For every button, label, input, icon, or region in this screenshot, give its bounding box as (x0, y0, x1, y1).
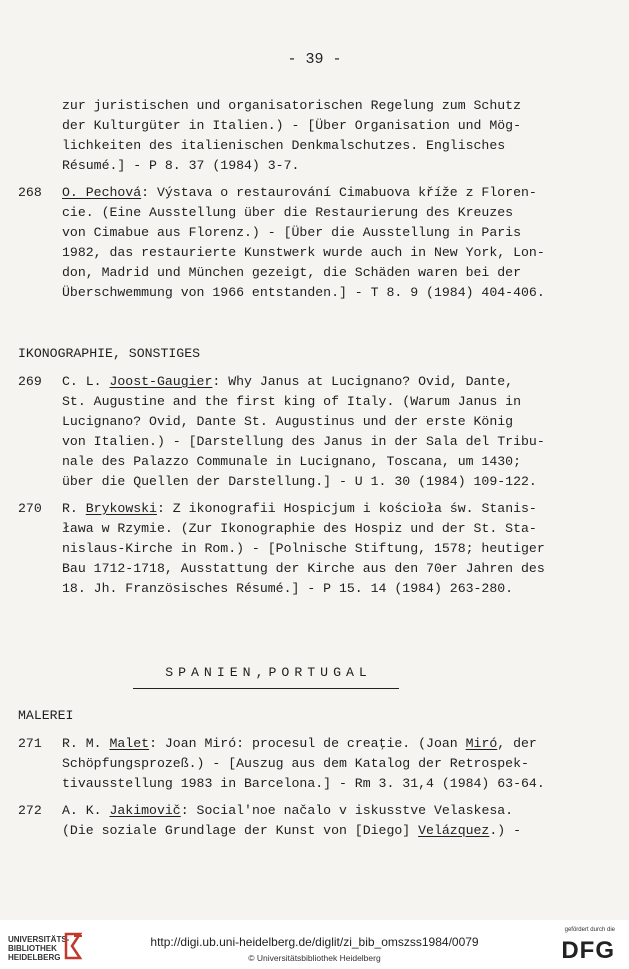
intro-line: zur juristischen und organisatorischen Regelung zum Schutz (62, 98, 521, 113)
footer-bar (0, 920, 629, 969)
entry-line: don, Madrid und München gezeigt, die Schäden waren bei der (62, 265, 521, 280)
section-heading-malerei: MALEREI (18, 708, 74, 723)
section-heading-ikonographie: IKONOGRAPHIE, SONSTIGES (18, 346, 201, 361)
author-name: Jakimovič (109, 803, 181, 818)
entry-line: nale des Palazzo Communale in Lucignano, Toscana, um 1430; (62, 454, 521, 469)
entry-number: 271 (18, 736, 42, 751)
intro-line: der Kulturgüter in Italien.) - [Über Organisation und Mög- (62, 118, 521, 133)
entry-line: O. Pechová: Výstava o restaurování Cimabuova kříže z Floren- (62, 185, 537, 200)
source-link[interactable]: http://digi.ub.uni-heidelberg.de/diglit/zi_bib_omszss1984/0079 (150, 935, 479, 949)
author-name: Joost-Gaugier (109, 374, 213, 389)
author-name: Malet (109, 736, 150, 751)
funding-note: gefördert durch die (564, 927, 615, 933)
section-underline (133, 688, 399, 689)
entry-number: 269 (18, 374, 42, 389)
entry-line: über die Quellen der Darstellung.] - U 1. 30 (1984) 109-122. (62, 474, 537, 489)
entry-number: 272 (18, 803, 42, 818)
entry-line: von Cimabue aus Florenz.) - [Über die Ausstellung in Paris (62, 225, 521, 240)
entry-line: (Die soziale Grundlage der Kunst von [Diego] Velázquez.) - (62, 823, 522, 838)
author-name: O. Pechová (62, 185, 142, 200)
entry-line: A. K. Jakimovič: Social'noe načalo v iskusstve Velaskesa. (62, 803, 514, 818)
section-heading-spanien: SPANIEN,PORTUGAL (165, 665, 372, 680)
subject-name: Miró (465, 736, 498, 751)
entry-line: C. L. Joost-Gaugier: Why Janus at Lucignano? Ovid, Dante, (62, 374, 514, 389)
entry-line: R. M. Malet: Joan Miró: procesul de creaţie. (Joan Miró, der (62, 736, 537, 751)
entry-number: 270 (18, 501, 42, 516)
entry-line: Bau 1712-1718, Ausstattung der Kirche aus den 70er Jahren des (62, 561, 545, 576)
entry-line: von Italien.) - [Darstellung des Janus in der Sala del Tribu- (62, 434, 545, 449)
entry-line: cie. (Eine Ausstellung über die Restaurierung des Kreuzes (62, 205, 514, 220)
author-name: Brykowski (85, 501, 157, 516)
page-number: - 39 - (287, 51, 342, 68)
entry-line: St. Augustine and the first king of Italy. (Warum Janus in (62, 394, 521, 409)
entry-line: ława w Rzymie. (Zur Ikonographie des Hospiz und der St. Sta- (62, 521, 537, 536)
entry-line: 1982, das restaurierte Kunstwerk wurde auch in New York, Lon- (62, 245, 545, 260)
entry-line: Schöpfungsprozeß.) - [Auszug aus dem Katalog der Retrospek- (62, 756, 529, 771)
entry-number: 268 (18, 185, 42, 200)
dfg-logo: DFG (561, 937, 615, 964)
entry-line: 18. Jh. Französisches Résumé.] - P 15. 14 (1984) 263-280. (62, 581, 514, 596)
entry-line: R. Brykowski: Z ikonografii Hospicjum i kościoła św. Stanis- (62, 501, 537, 516)
entry-line: nislaus-Kirche in Rom.) - [Polnische Stiftung, 1578; heutiger (62, 541, 545, 556)
entry-line: Überschwemmung von 1966 entstanden.] - T 8. 9 (1984) 404-406. (62, 285, 545, 300)
intro-line: Résumé.] - P 8. 37 (1984) 3-7. (62, 158, 300, 173)
entry-line: tivausstellung 1983 in Barcelona.] - Rm 3. 31,4 (1984) 63-64. (62, 776, 545, 791)
copyright-notice: © Universitätsbibliothek Heidelberg (248, 953, 381, 963)
entry-line: Lucignano? Ovid, Dante St. Augustinus und der erste König (62, 414, 514, 429)
intro-line: lichkeiten des italienischen Denkmalschutzes. Englisches (62, 138, 506, 153)
subject-name: Velázquez (418, 823, 490, 838)
library-name: UNIVERSITÄTS- BIBLIOTHEK HEIDELBERG (8, 935, 70, 962)
